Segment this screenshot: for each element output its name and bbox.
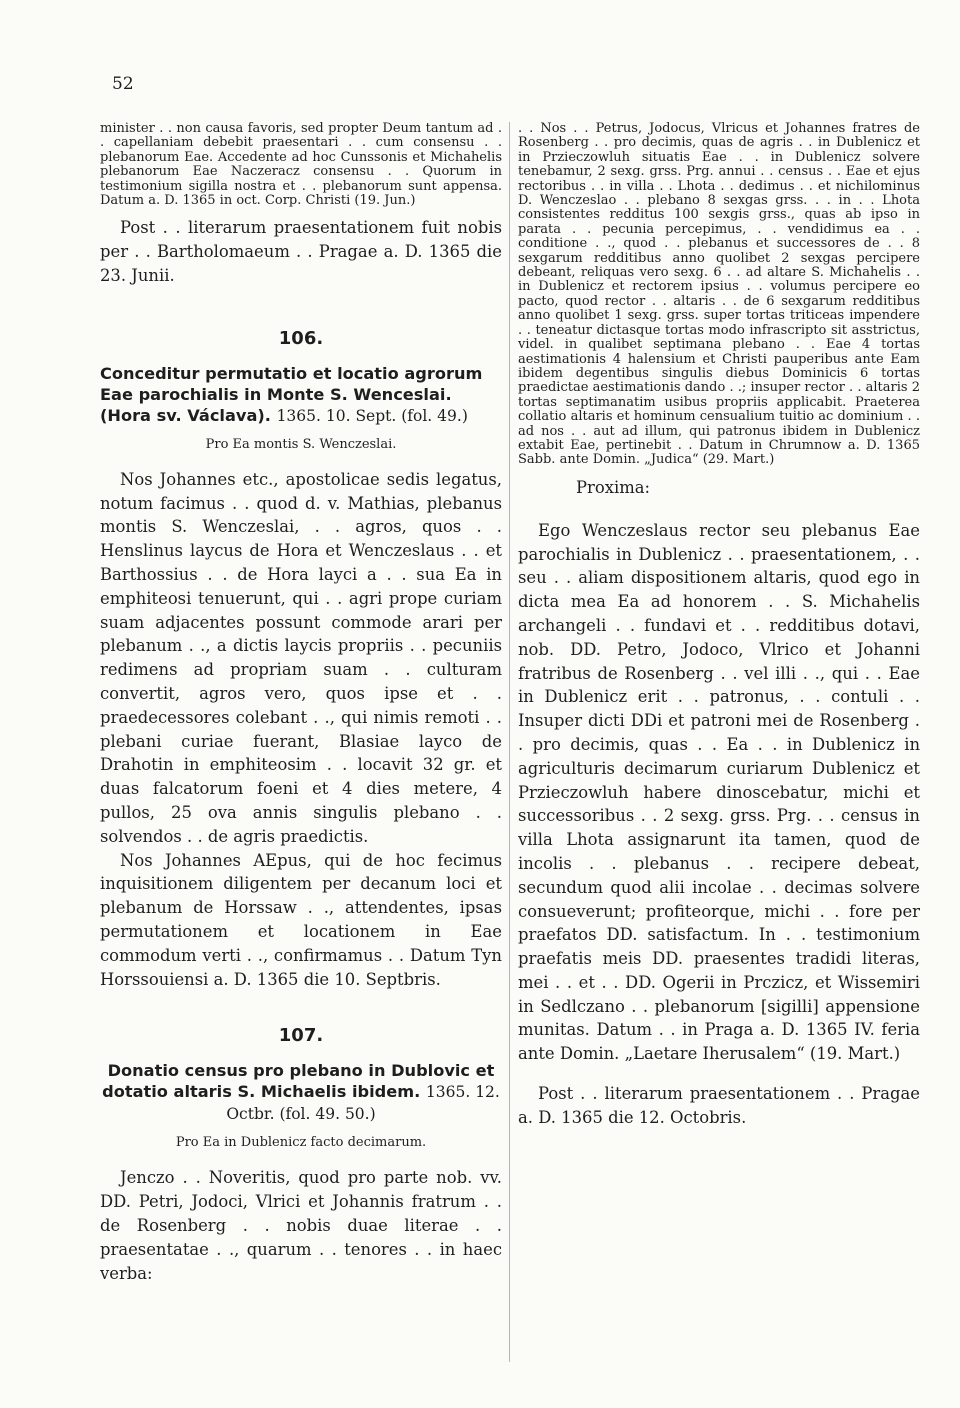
paragraph-ego: Ego Wenczeslaus rector seu plebanus Eae parochialis in Dublenicz . . praesentationem, . . seu . . aliam dispositionem altaris, quod ego in dicta mea Ea ad honorem . . S. Michahelis archangeli . . fundavi et . . redditibus dotavi, nob. DD. Petro, Jodoco, Vlrico et Johanni fratribus de Rosenberg . . vel illi . ., qui . . Eae in Dublenicz erit . . patronus, . . contuli . . Insuper dicti DDi et patroni mei de Rosenberg . . pro decimis, quas . . Ea . . in Dublenicz in agriculturis decimarum curiarum Dublenicz et Przieczowluh habere dinoscebatur, michi et successoribus . . 2 sexg. grss. Prg. . . census in villa Lhota assignarunt ita tamen, quod de incolis . . plebanus . . recipere debeat, secundum quod alii incolae . . decimas solvere consueverunt; profiteorque, michi . . fore per praefatos DD. satisfactum. In . . testimonium praefatis meis DD. praesentes tradidi literas, mei . . et . . DD. Ogerii in Prczicz, et Wissemiri in Sedlczano . . plebanorum [sigilli] appensione munitas. Datum . . in Praga a. D. 1365 IV. feria ante Domin. „Laetare Iherusalem“ (19. Mart.) <box>518 520 920 1064</box>
proxima-label: Proxima: <box>576 477 651 497</box>
post-paragraph: Post . . literarum praesentationem fuit nobis per . . Bartholomaeum . . Pragae a. D. 1365 die 23. Junii. <box>100 218 502 286</box>
document-number-106: 106. <box>278 327 324 349</box>
column-divider <box>509 122 510 1362</box>
heading-106 <box>100 363 502 427</box>
paragraph-post-right: Post . . literarum praesentationem . . Pragae a. D. 1365 die 12. Octobris. <box>518 1084 920 1127</box>
left-column <box>100 122 502 1285</box>
heading-107-date: 1365. 12. Octbr. (fol. 49. 50.) <box>226 1083 500 1124</box>
intro-paragraph: minister . . non causa favoris, sed propter Deum tantum ad . . capellaniam debebit praesentari . . cum consensu . . plebanorum Eae. Accedente ad hoc Cunssonis et Michahelis plebanorum Eae Naczeracz consensu . . Quorum in testimonium sigilla nostra et . . plebanorum sunt appensa. Datum a. D. 1365 in oct. Corp. Christi (19. Jun.) <box>100 121 502 209</box>
document-number-107: 107. <box>278 1025 324 1047</box>
paragraph-nos: . . Nos . . Petrus, Jodocus, Vlricus et Johannes fratres de Rosenberg . . pro decimis, quas de agris . . in Dublenicz et in Przieczowluh situatis Eae . . in Dublenicz solvere tenebamur, 2 sexg. grss. Prg. annui . . census . . Eae et ejus rectoribus . . in villa . . Lhota . . dedimus . . et nichilominus D. Wenczeslao . . plebano 8 sexgas grss. . . in . . Lhota consistentes redditus 100 sexgis grss., quas ab ipso in parata . . pecunia percepimus, . . vendidimus ea . . conditione . ., quod . . plebanus et successores de . . 8 sexgarum redditibus anno quolibet 2 sexgas percipere debeant, reliquas vero sexg. 6 . . ad altare S. Michahelis . . in Dublenicz et rectorem ipsius . . volumus percipere eo pacto, quod rector . . altaris . . de 6 sexgarum redditibus anno quolibet 1 sexg. grss. super tortas triticeas impendere . . teneatur dictasque tortas modo infrascripto sit asstrictus, videl. in qualibet septimana plebano . . Eae 4 tortas aestimationis 4 halensium et Christi pauperibus ante Eam ibidem degentibus singulis diebus Dominicis 6 tortas praedictae aestimationis dando . .; insuper rector . . altaris 2 tortas septimanatim usibus propriis applicabit. Praeterea collatio altaris et hominum censualium tuitio ac dominium . . ad nos . . aut ad illum, qui patronus ibidem in Dublenicz extabit Eae, pertinebit . . Datum in Chrumnow a. D. 1365 Sabb. ante Domin. „Judica“ (29. Mart.) <box>518 121 920 468</box>
right-column <box>518 122 920 1130</box>
heading-107 <box>100 1060 502 1125</box>
heading-106-title: Conceditur permutatio et locatio agrorum Eae parochialis in Monte S. Wenceslai. (Hora sv. Václava). <box>100 363 483 425</box>
paragraph-107: Jenczo . . Noveritis, quod pro parte nob. vv. DD. Petri, Jodoci, Vlrici et Johannis fratrum . . de Rosenberg . . nobis duae literae . . praesentatae . ., quarum . . tenores . . in haec verba: <box>100 1168 502 1283</box>
heading-107-title: Donatio census pro plebano in Dublovic et dotatio altaris S. Michaelis ibidem. <box>102 1061 495 1102</box>
heading-106-date: 1365. 10. Sept. (fol. 49.) <box>276 406 468 425</box>
subheading-106: Pro Ea montis S. Wenczeslai. <box>205 436 397 452</box>
paragraph-106-b: Nos Johannes AEpus, qui de hoc fecimus inquisitionem diligentem per decanum loci et plebanum de Horssaw . ., attendentes, ipsas permutationem et locationem in Eae commodum verti . ., confirmamus . . Datum Tyn Horssouiensi a. D. 1365 die 10. Septbris. <box>100 850 502 989</box>
paragraph-106-a: Nos Johannes etc., apostolicae sedis legatus, notum facimus . . quod d. v. Mathias, plebanus montis S. Wenczeslai, . . agros, quos . . Henslinus laycus de Hora et Wenczeslaus . . et Barthossius . . de Hora layci a . . sua Ea in emphiteosi tenuerunt, qui . . agri prope curiam suam adjacentes possunt commode arari per plebanum . ., a dictis laycis propriis . . pecuniis redimens ad propriam suam . . culturam convertit, agros vero, quos ipse et . . praedecessores colebant . ., qui nimis remoti . . plebani curiae fuerant, Blasiae layco de Drahotin in emphiteosim . . locavit 32 gr. et duas falcatorum foeni et 4 dies metere, 4 pullos, 25 ova annis singulis plebano . . solvendos . . de agris praedictis. <box>100 469 502 846</box>
subheading-107: Pro Ea in Dublenicz facto decimarum. <box>175 1135 427 1151</box>
page-number: 52 <box>112 74 134 94</box>
